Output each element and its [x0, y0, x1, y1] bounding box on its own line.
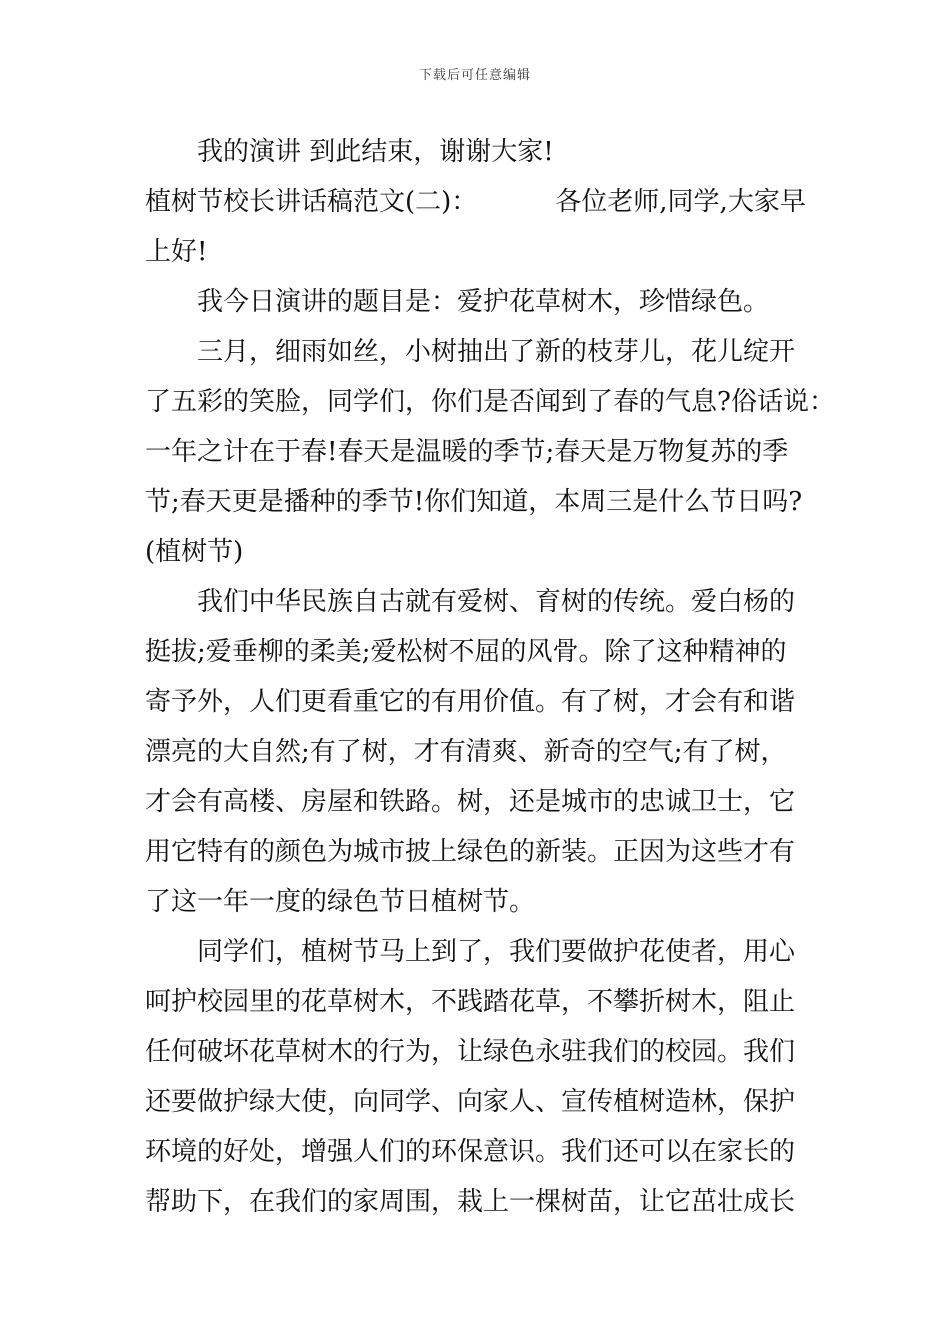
text-line: 用它特有的颜色为城市披上绿色的新装。正因为这些才有 [145, 837, 796, 867]
greeting: 各位老师,同学,大家早 [555, 187, 806, 217]
text-line: 了五彩的笑脸，同学们，你们是否闻到了春的气息?俗话说： [145, 387, 835, 417]
text-line: 三月，细雨如丝，小树抽出了新的枝芽儿，花儿绽开 [197, 337, 796, 367]
text-line: 一年之计在于春!春天是温暖的季节;春天是万物复苏的季 [145, 437, 789, 467]
text-line: 寄予外，人们更看重它的有用价值。有了树，才会有和谐 [145, 687, 796, 717]
text-line [145, 177, 810, 227]
text-line: 我今日演讲的题目是：爱护花草树木，珍惜绿色。 [197, 287, 770, 317]
text-line: 漂亮的大自然;有了树，才有清爽、新奇的空气;有了树， [145, 737, 787, 767]
text-line: 同学们，植树节马上到了，我们要做护花使者，用心 [197, 937, 796, 967]
page-header: 下载后可任意编辑 [418, 68, 531, 83]
text-line: 才会有高楼、房屋和铁路。树，还是城市的忠诚卫士，它 [145, 787, 796, 817]
text-line: 帮助下，在我们的家周围，栽上一棵树苗，让它茁壮成长 [145, 1187, 796, 1217]
text-line: 挺拔;爱垂柳的柔美;爱松树不屈的风骨。除了这种精神的 [145, 637, 787, 667]
text-line: 我的演讲 到此结束，谢谢大家! [197, 137, 554, 167]
text-line: 上好! [145, 237, 208, 267]
text-line: (植树节) [145, 537, 244, 567]
text-line: 任何破坏花草树木的行为，让绿色永驻我们的校园。我们 [145, 1037, 796, 1067]
text-line: 环境的好处，增强人们的环保意识。我们还可以在家长的 [145, 1137, 796, 1167]
text-line: 节;春天更是播种的季节!你们知道，本周三是什么节日吗? [145, 487, 803, 517]
text-line: 了这一年一度的绿色节日植树节。 [145, 887, 536, 917]
text-line: 我们中华民族自古就有爱树、育树的传统。爱白杨的 [197, 587, 796, 617]
text-line: 呵护校园里的花草树木，不践踏花草，不攀折树木，阻止 [145, 987, 796, 1017]
text-line: 还要做护绿大使，向同学、向家人、宣传植树造林，保护 [145, 1087, 796, 1117]
subtitle: 植树节校长讲话稿范文(二)： [145, 187, 478, 217]
document-body [145, 127, 835, 1227]
